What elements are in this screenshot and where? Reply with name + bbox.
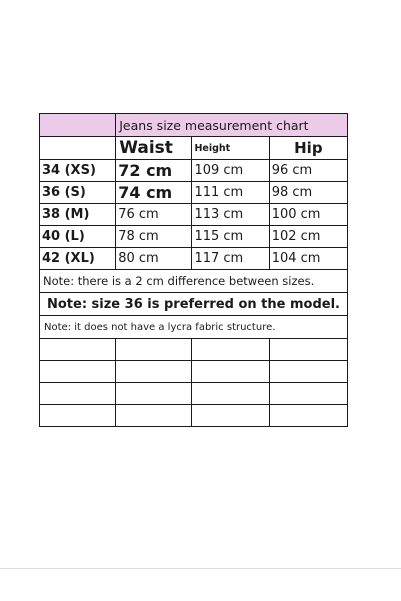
size-label: 34 (XS) [40,160,116,182]
bottom-divider [0,568,401,569]
chart-title: Jeans size measurement chart [116,114,348,137]
height-value: 113 cm [192,204,269,226]
empty-cell [40,383,116,405]
empty-row [40,339,348,361]
waist-value: 80 cm [116,248,192,270]
empty-cell [269,383,347,405]
note-row [40,270,348,293]
header-waist: Waist [116,137,192,160]
hip-value: 98 cm [269,182,347,204]
height-value: 115 cm [192,226,269,248]
waist-value: 72 cm [116,160,192,182]
empty-row [40,405,348,427]
note-model-size: Note: size 36 is preferred on the model. [40,293,348,316]
height-value: 109 cm [192,160,269,182]
empty-cell [269,361,347,383]
size-label: 36 (S) [40,182,116,204]
height-value: 117 cm [192,248,269,270]
title-corner-cell [40,114,116,137]
note-fabric: Note: it does not have a lycra fabric structure. [40,316,348,339]
empty-row [40,383,348,405]
size-label: 42 (XL) [40,248,116,270]
empty-cell [40,361,116,383]
hip-value: 100 cm [269,204,347,226]
empty-cell [116,339,192,361]
size-label: 40 (L) [40,226,116,248]
size-label: 38 (M) [40,204,116,226]
empty-cell [192,405,269,427]
size-chart-table [39,113,348,427]
hip-value: 96 cm [269,160,347,182]
note-size-difference: Note: there is a 2 cm difference between sizes. [40,270,348,293]
empty-cell [192,361,269,383]
hip-value: 104 cm [269,248,347,270]
empty-cell [192,339,269,361]
empty-cell [116,361,192,383]
height-value: 111 cm [192,182,269,204]
waist-value: 78 cm [116,226,192,248]
empty-cell [116,405,192,427]
empty-cell [269,339,347,361]
size-row [40,204,348,226]
empty-cell [40,339,116,361]
waist-value: 76 cm [116,204,192,226]
header-height: Height [192,137,269,160]
size-row [40,160,348,182]
size-row [40,182,348,204]
title-row [40,114,348,137]
waist-value: 74 cm [116,182,192,204]
note-row [40,316,348,339]
header-corner-cell [40,137,116,160]
size-row [40,226,348,248]
empty-row [40,361,348,383]
hip-value: 102 cm [269,226,347,248]
empty-cell [192,383,269,405]
note-row [40,293,348,316]
size-row [40,248,348,270]
empty-cell [116,383,192,405]
header-hip: Hip [269,137,347,160]
empty-cell [269,405,347,427]
header-row [40,137,348,160]
empty-cell [40,405,116,427]
